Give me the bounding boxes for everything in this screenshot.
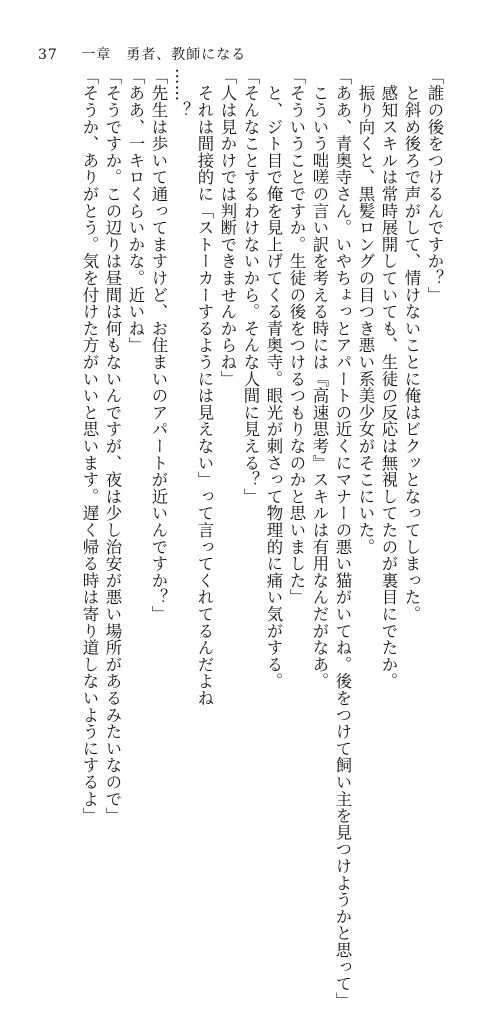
running-header bbox=[38, 44, 246, 64]
chapter-title: 一章 勇者、教師になる bbox=[81, 47, 247, 63]
vertical-body-text bbox=[78, 68, 446, 1009]
text-line: と斜め後ろで声がして、情けないことに俺はビクッとなってしまった。 bbox=[402, 68, 421, 623]
text-line: 「誰の後をつけるんですか？」 bbox=[425, 68, 444, 304]
text-line: 「そうか、ありがとう。気を付けた方がいいと思います。遅く帰る時は寄り道しないようにするよ」 bbox=[80, 68, 99, 824]
text-line: 「人は見かけでは判断できませんからね」 bbox=[218, 68, 237, 388]
text-line: 感知スキルは常時展開していても、生徒の反応は無視してたのが裏目にでたか。 bbox=[379, 68, 398, 690]
text-line: 「そんなことするわけないから。そんな人間に見える？」 bbox=[241, 68, 260, 505]
text-line: 「先生は歩いて通ってますけど、お住まいのアパートが近いんですか？」 bbox=[149, 68, 168, 623]
text-line: 「そういうことですか。生徒の後をつけるつもりなのかと思いました」 bbox=[287, 68, 306, 606]
text-line: 「そうですか。この辺りは昼間は何もないんですが、夜は少し治安が悪い場所があるみたいなので」 bbox=[103, 68, 122, 824]
text-line: と、ジト目で俺を見上げてくる青奥寺。眼光が刺さって物理的に痛い気がする。 bbox=[264, 68, 283, 690]
text-line: 「ああ、青奥寺さん。いやちょっとアパートの近くにマナーの悪い猫がいてね。後をつけて飼い主を見つけようかと思って」 bbox=[333, 68, 352, 1009]
page-number: 37 bbox=[38, 47, 58, 63]
text-line: こういう咄嗟の言い訳を考える時には『高速思考』スキルは有用なんだがなあ。 bbox=[310, 68, 329, 690]
text-line: 「ああ、一キロくらいかな。近いね」 bbox=[126, 68, 145, 354]
text-line: それは間接的に「ストーカーするようには見えない」って言ってくれてるんだよね bbox=[195, 68, 214, 707]
text-line: 振り向くと、黒髪ロングの目つき悪い系美少女がそこにいた。 bbox=[356, 68, 375, 556]
text-line: ……？ bbox=[172, 68, 191, 119]
